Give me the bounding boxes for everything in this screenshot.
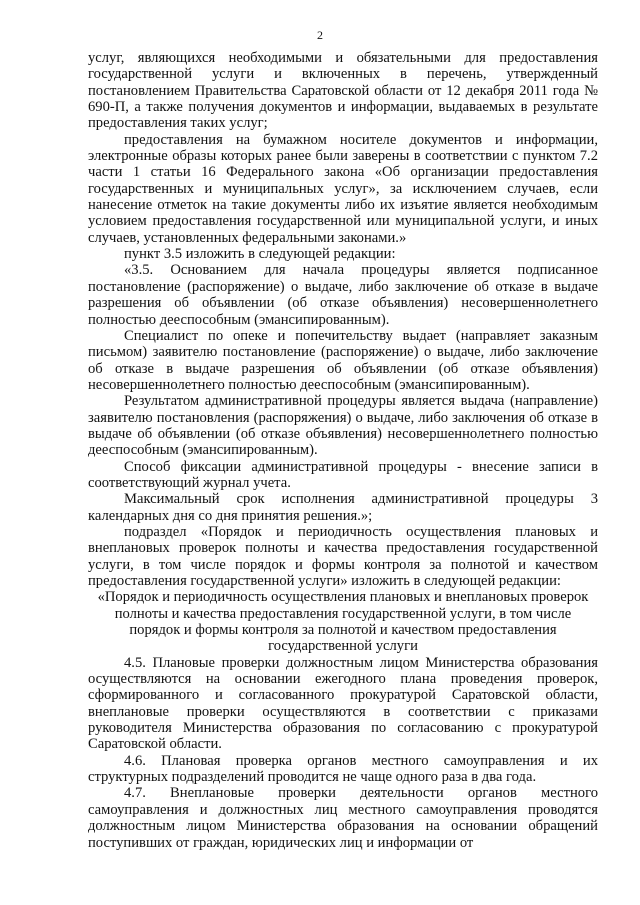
paragraph-3-5-basis: «3.5. Основанием для начала процедуры является подписанное постановление (распоряжение) о выдаче, либо заключение об отказе в выдаче разрешения об объявлении (об отказе объявления) несовершеннолетнего полностью дееспособным (эмансипированным). (88, 262, 598, 328)
paragraph-4-7: 4.7. Внеплановые проверки деятельности органов местного самоуправления и должностных лиц местного самоуправления проводятся должностным лицом Министерства образования на основании обращений поступивших от граждан, юридических лиц и информации от (88, 785, 598, 851)
document-body (88, 50, 598, 851)
paragraph-procedure-result: Результатом административной процедуры является выдача (направление) заявителю постановления (распоряжения) о выдаче, либо заключения об отказе в выдаче об объявлении (об отказе объявления) несовершеннолетнего полностью дееспособным (эмансипированным). (88, 393, 598, 459)
paragraph-paper-documents: предоставления на бумажном носителе документов и информации, электронные образы которых ранее были заверены в соответствии с пунктом 7.2 части 1 статьи 16 Федерального закона «Об организации предоставления государственных и муниципальных услуг», за исключением случаев, если нанесение отметок на такие документы либо их изъятие является необходимым условием предоставления государственной или муниципальной услуги, и иных случаев, установленных федеральными законами.» (88, 131, 598, 246)
paragraph-amend-3-5: пункт 3.5 изложить в следующей редакции: (124, 246, 396, 263)
paragraph-subsection-amend: подраздел «Порядок и периодичность осуществления плановых и внеплановых проверок полноты и качества предоставления государственной услуги, в том числе порядок и формы контроля за полнотой и качеством предоставления государственной услуги» изложить в следующей редакции: (88, 523, 598, 589)
paragraph-specialist-issues: Специалист по опеке и попечительству выдает (направляет заказным письмом) заявителю постановление (распоряжение) о выдаче, либо заключение об отказе в выдаче разрешения об объявлении (об отказе объявления) несовершеннолетнего полностью дееспособным (эмансипированным). (88, 327, 598, 393)
paragraph-4-6: 4.6. Плановая проверка органов местного самоуправления и их структурных подразделений проводится не чаще одного раза в два года. (88, 752, 598, 786)
section-heading: «Порядок и периодичность осуществления плановых и внеплановых проверок полноты и качества предоставления государственной услуги, в том числе порядок и формы контроля за полнотой и качеством предоставления государственной услуги (97, 589, 589, 655)
paragraph-services-continuation: услуг, являющихся необходимыми и обязательными для предоставления государственной услуги и включенных в перечень, утвержденный постановлением Правительства Саратовской области от 12 декабря 2011 года № 690-П, а также получения документов и информации, выдаваемых в результате предоставления таких услуг; (88, 50, 598, 132)
paragraph-max-duration: Максимальный срок исполнения административной процедуры 3 календарных дня со дня принятия решения.»; (88, 491, 598, 524)
paragraph-recording-method: Способ фиксации административной процедуры - внесение записи в соответствующий журнал учета. (88, 458, 598, 491)
paragraph-4-5: 4.5. Плановые проверки должностным лицом Министерства образования осуществляются на основании ежегодного плана проведения проверок, сформированного и согласованного прокуратурой Саратовской области, внеплановые проверки осуществляются в соответствии с приказами руководителя Министерства образования по согласованию с прокуратурой Саратовской области. (88, 654, 598, 753)
page-number: 2 (317, 28, 323, 42)
